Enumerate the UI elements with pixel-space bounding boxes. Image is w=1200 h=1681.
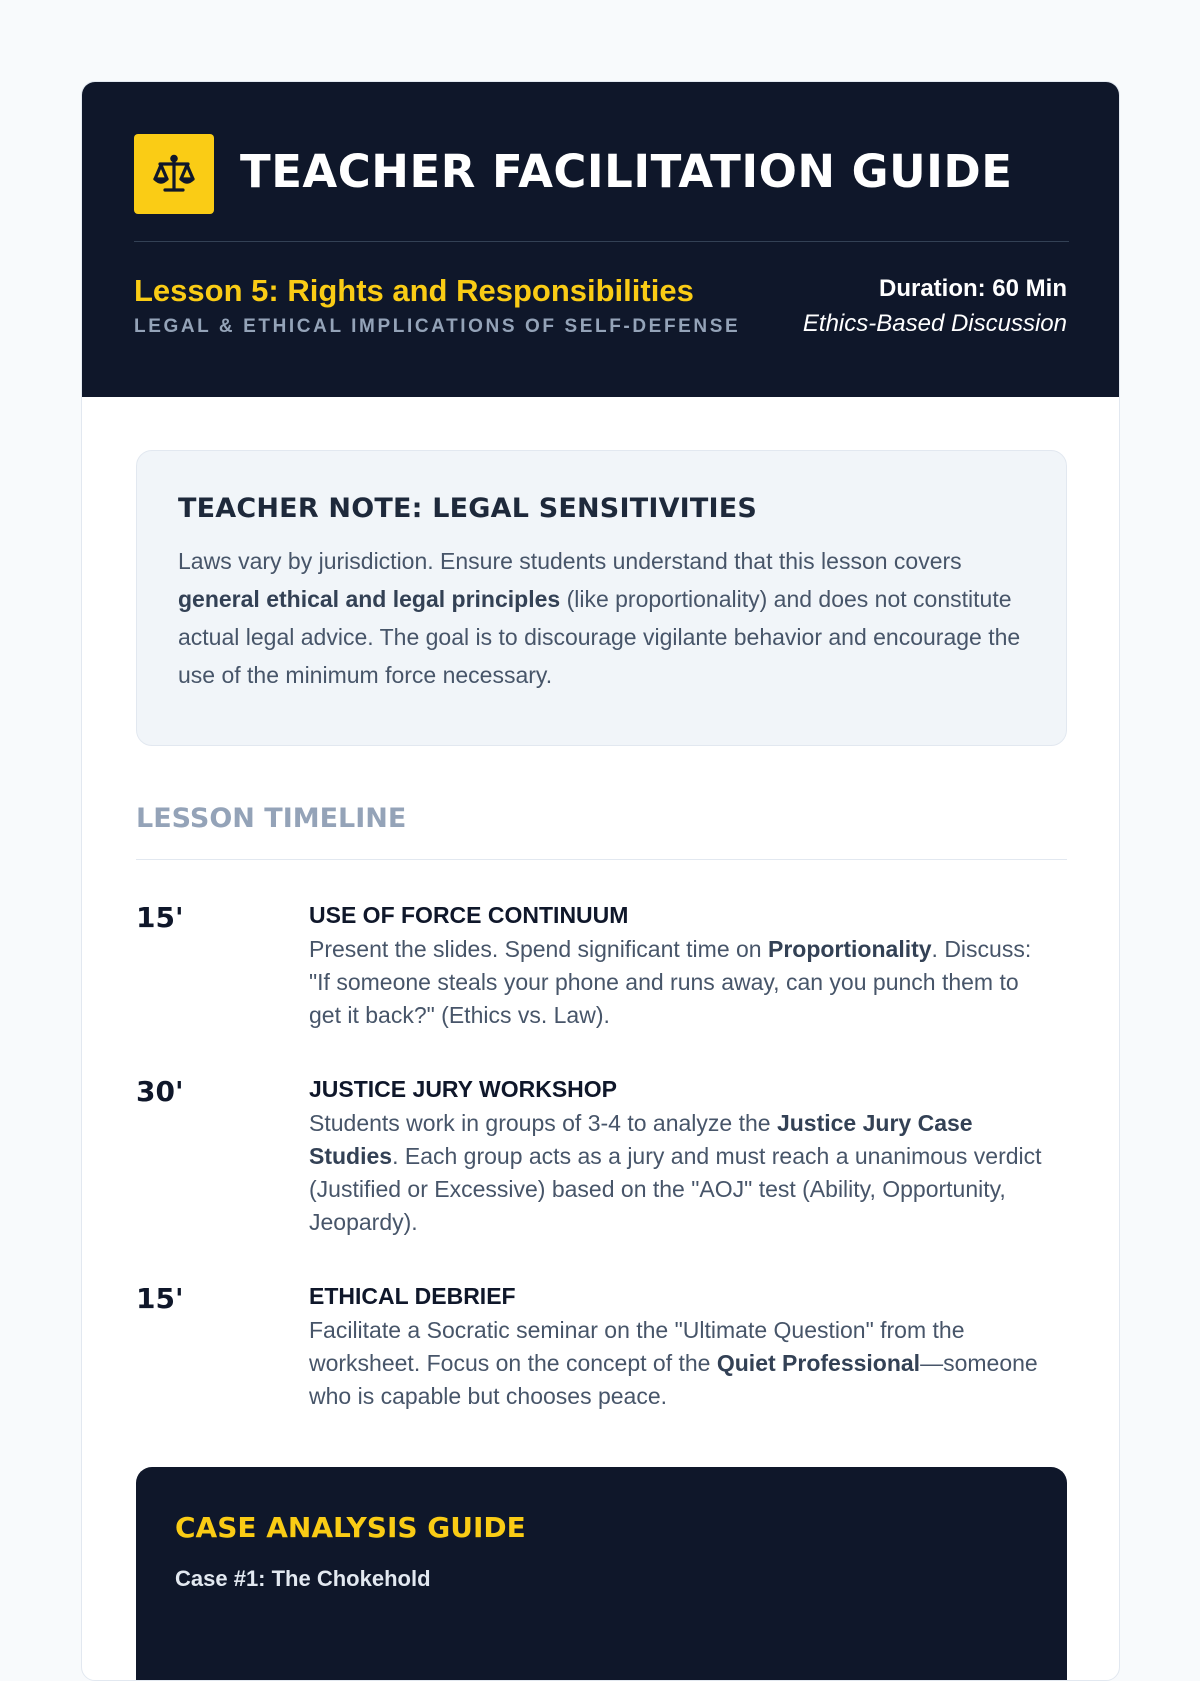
format-label: Ethics-Based Discussion xyxy=(802,310,1067,337)
duration-label: Duration: 60 Min xyxy=(878,275,1067,302)
guide-header xyxy=(82,82,1119,397)
timeline-description xyxy=(309,1314,1044,1413)
teacher-note xyxy=(136,450,1067,746)
timeline-title: JUSTICE JURY WORKSHOP xyxy=(309,1076,617,1102)
lesson-title: Lesson 5: Rights and Responsibilities xyxy=(134,273,694,308)
timeline-text: Students work in groups of 3-4 to analyze the xyxy=(309,1110,777,1136)
guide-card xyxy=(81,81,1120,1681)
timeline-time: 30' xyxy=(136,1075,184,1108)
note-text: (like proportionality) and does not constitute actual legal advice. The goal is to discourage vigilante behavior and encourage the use of the minimum force necessary. xyxy=(178,586,1021,688)
lesson-subtitle: LEGAL & ETHICAL IMPLICATIONS OF SELF-DEFENSE xyxy=(134,316,741,337)
timeline-text: —someone who is capable but chooses peace. xyxy=(309,1350,1038,1409)
page-title: TEACHER FACILITATION GUIDE xyxy=(240,145,1013,198)
timeline-emphasis: Justice Jury Case Studies xyxy=(309,1110,973,1169)
timeline-text: . Discuss: "If someone steals your phone and runs away, can you punch them to get it back?" (Ethics vs. Law). xyxy=(309,936,1032,1028)
case-analysis-guide xyxy=(136,1467,1067,1681)
timeline-divider xyxy=(136,859,1067,860)
timeline-content xyxy=(309,1282,1044,1413)
timeline-title: USE OF FORCE CONTINUUM xyxy=(309,902,629,928)
timeline-text: . Each group acts as a jury and must reach a unanimous verdict (Justified or Excessive) based on the "AOJ" test (Ability, Opportunity, Jeopardy). xyxy=(309,1143,1042,1235)
timeline-content xyxy=(309,901,1044,1032)
timeline-time: 15' xyxy=(136,1282,184,1315)
timeline-description xyxy=(309,1107,1044,1239)
case-item: Case #1: The Chokehold xyxy=(175,1566,431,1591)
note-text: Laws vary by jurisdiction. Ensure students understand that this lesson covers xyxy=(178,548,962,574)
note-body xyxy=(178,542,1026,694)
timeline-description xyxy=(309,933,1044,1032)
timeline-emphasis: Quiet Professional xyxy=(716,1350,921,1376)
timeline-title: ETHICAL DEBRIEF xyxy=(309,1283,516,1309)
header-divider xyxy=(134,241,1069,242)
timeline-emphasis: Proportionality xyxy=(767,936,932,962)
note-title: TEACHER NOTE: LEGAL SENSITIVITIES xyxy=(178,493,758,524)
note-emphasis: general ethical and legal principles xyxy=(178,586,561,612)
timeline-heading: LESSON TIMELINE xyxy=(136,803,407,834)
timeline-text: Present the slides. Spend significant time on xyxy=(309,936,768,962)
timeline-time: 15' xyxy=(136,901,184,934)
case-guide-title: CASE ANALYSIS GUIDE xyxy=(175,1511,526,1544)
scales-of-justice-icon xyxy=(150,150,198,198)
timeline-content xyxy=(309,1075,1044,1239)
timeline-text: Facilitate a Socratic seminar on the "Ultimate Question" from the worksheet. Focus on the concept of the xyxy=(309,1317,965,1376)
logo xyxy=(134,134,214,214)
